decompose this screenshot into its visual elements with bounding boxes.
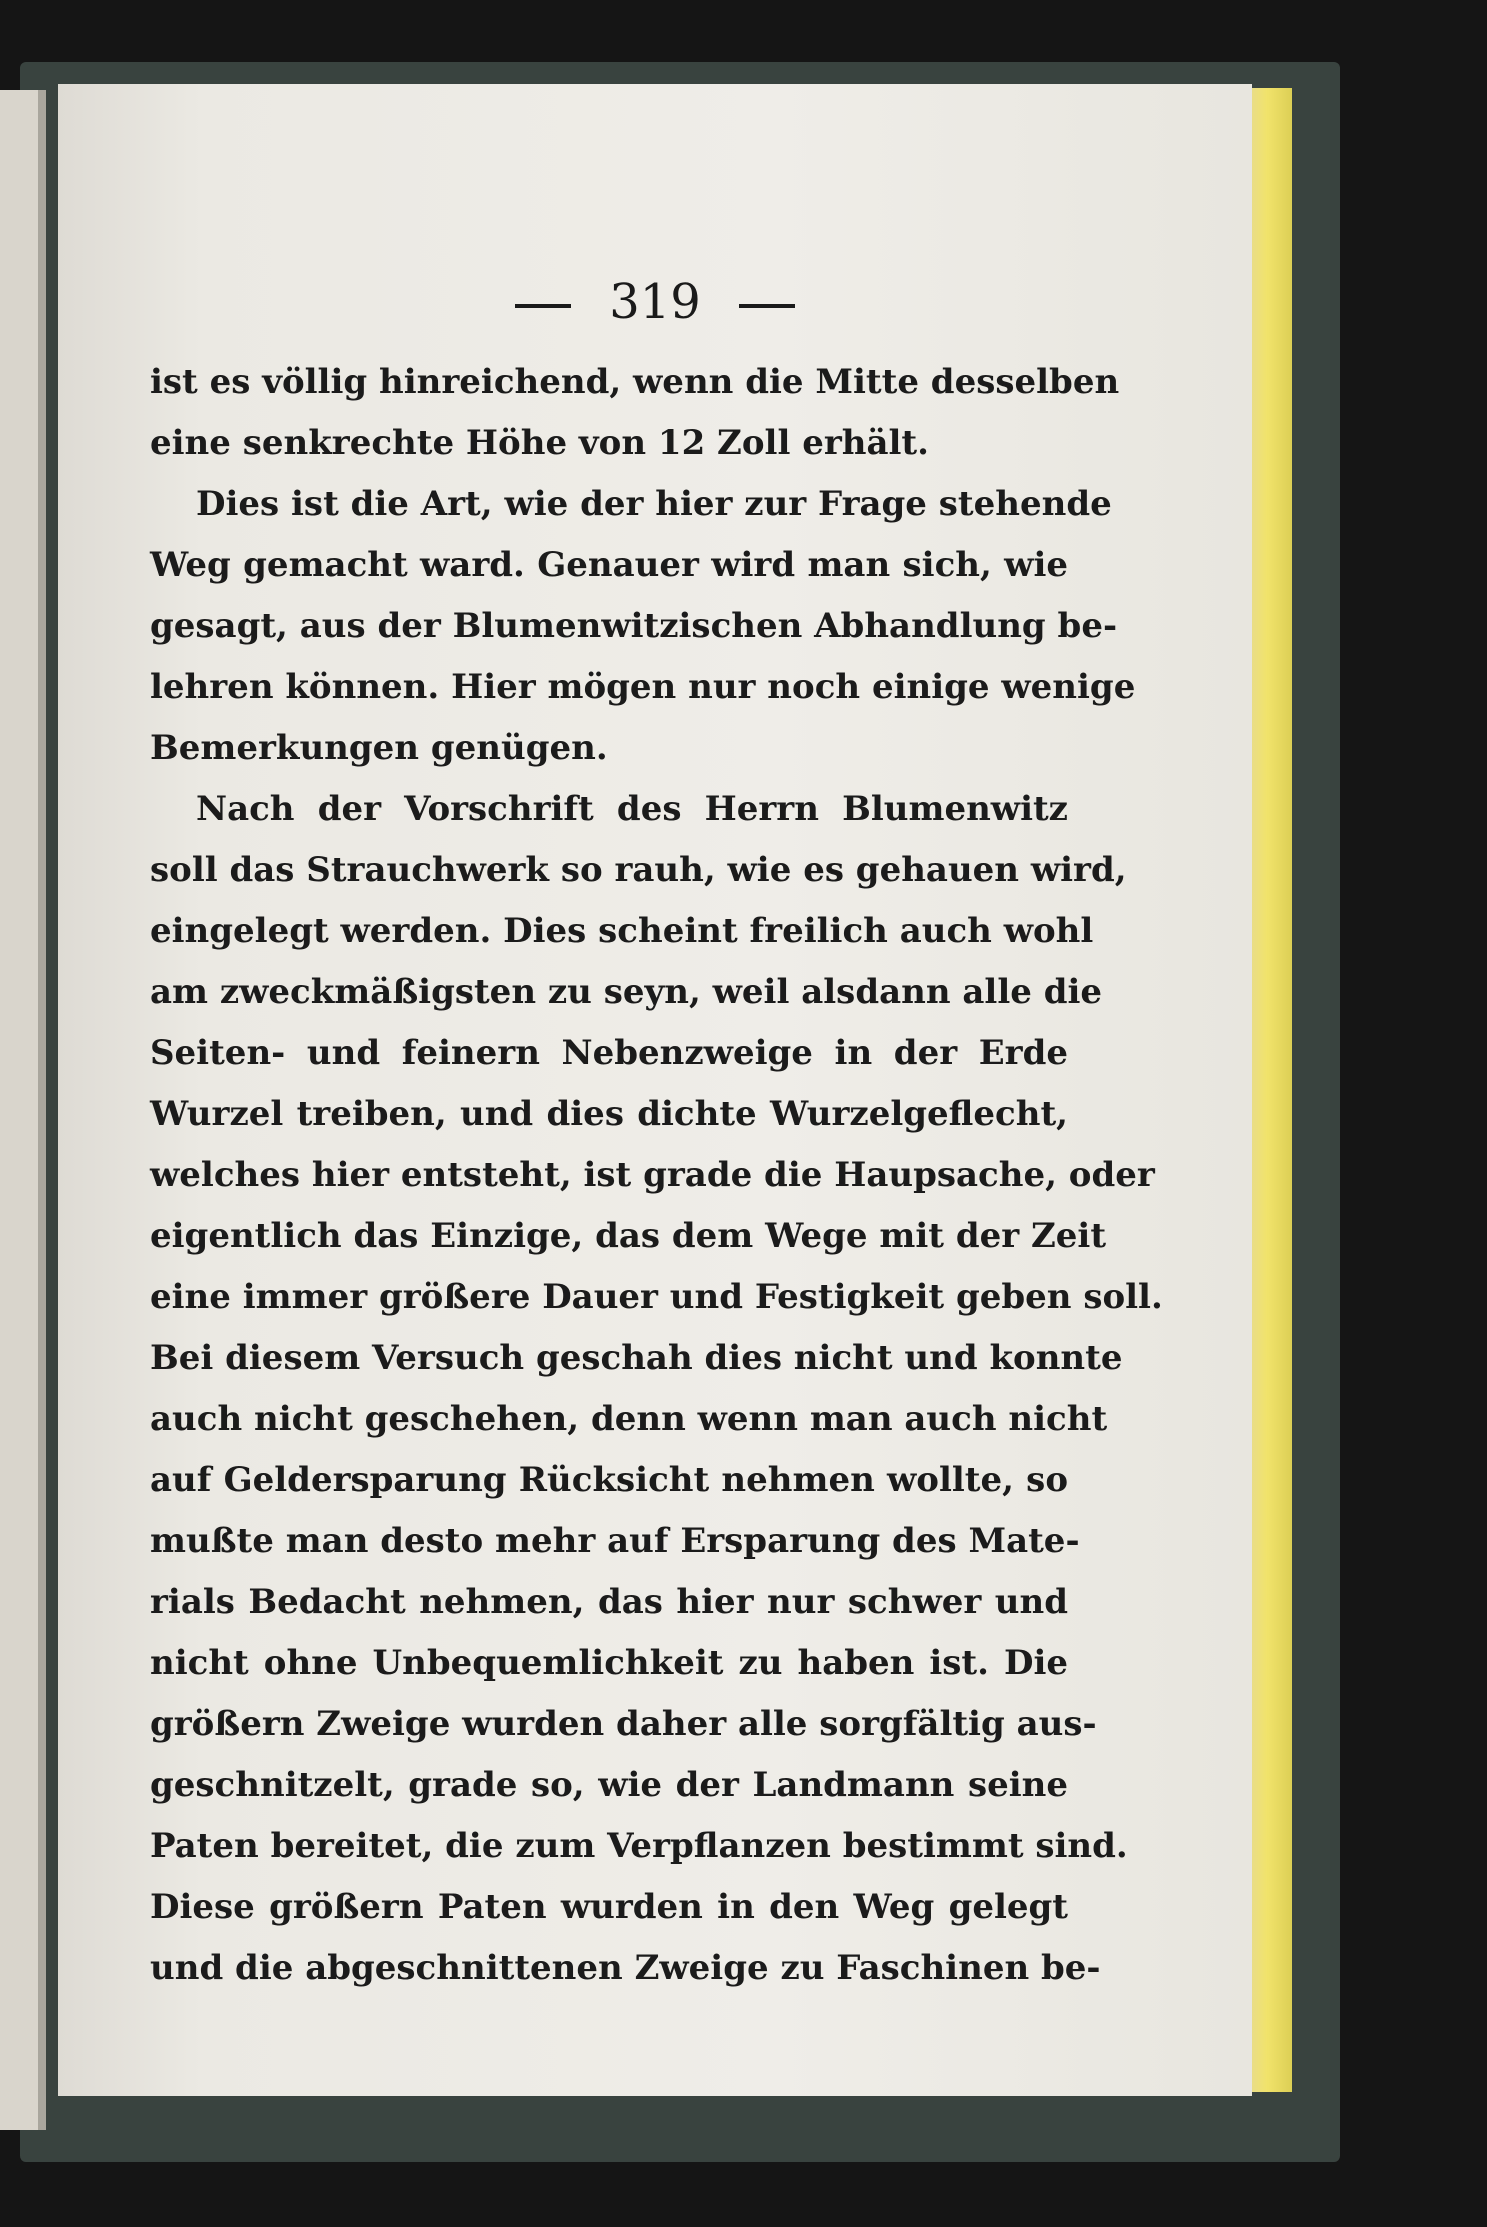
text-line: lehren können. Hier mögen nur noch einige wenige xyxy=(150,667,1136,707)
previous-page-strip xyxy=(0,90,40,2130)
text-line: Bemerkungen genügen. xyxy=(150,728,608,768)
text-line: rials Bedacht nehmen, das hier nur schwer und xyxy=(150,1582,1068,1622)
text-line: Paten bereitet, die zum Verpflanzen bestimmt sind. xyxy=(150,1826,1128,1866)
page-text xyxy=(150,352,1163,1999)
page-number: 319 xyxy=(609,274,701,330)
header-dash-left xyxy=(515,304,571,308)
text-line: am zweckmäßigsten zu seyn, weil alsdann alle die xyxy=(150,972,1103,1012)
header-dash-right xyxy=(739,304,795,308)
text-line: und die abgeschnittenen Zweige zu Faschinen be- xyxy=(150,1948,1101,1988)
text-line: auch nicht geschehen, denn wenn man auch nicht xyxy=(150,1399,1108,1439)
text-line: Dies ist die Art, wie der hier zur Frage stehende xyxy=(196,484,1112,524)
book-page xyxy=(58,84,1252,2096)
text-line: welches hier entsteht, ist grade die Haupsache, oder xyxy=(150,1155,1155,1195)
page-header xyxy=(58,274,1252,330)
text-line: ist es völlig hinreichend, wenn die Mitte desselben xyxy=(150,362,1120,402)
text-line: Bei diesem Versuch geschah dies nicht und konnte xyxy=(150,1338,1123,1378)
text-line: mußte man desto mehr auf Ersparung des Mate- xyxy=(150,1521,1080,1561)
text-line: eine immer größere Dauer und Festigkeit geben soll. xyxy=(150,1277,1163,1317)
text-line: auf Geldersparung Rücksicht nehmen wollte, so xyxy=(150,1460,1068,1500)
text-line: eine senkrechte Höhe von 12 Zoll erhält. xyxy=(150,423,929,463)
page-edge-gilt xyxy=(1250,88,1292,2092)
text-line: Nach der Vorschrift des Herrn Blumenwitz xyxy=(196,789,1068,829)
text-line: geschnitzelt, grade so, wie der Landmann seine xyxy=(150,1765,1068,1805)
text-line: gesagt, aus der Blumenwitzischen Abhandlung be- xyxy=(150,606,1118,646)
text-line: Diese größern Paten wurden in den Weg gelegt xyxy=(150,1887,1068,1927)
text-line: nicht ohne Unbequemlichkeit zu haben ist. Die xyxy=(150,1643,1068,1683)
text-line: Weg gemacht ward. Genauer wird man sich, wie xyxy=(150,545,1068,585)
text-line: Wurzel treiben, und dies dichte Wurzelgeflecht, xyxy=(150,1094,1068,1134)
text-line: größern Zweige wurden daher alle sorgfältig aus- xyxy=(150,1704,1097,1744)
text-line: eigentlich das Einzige, das dem Wege mit der Zeit xyxy=(150,1216,1107,1256)
text-line: soll das Strauchwerk so rauh, wie es gehauen wird, xyxy=(150,850,1127,890)
gutter-shadow xyxy=(38,90,46,2130)
text-line: eingelegt werden. Dies scheint freilich auch wohl xyxy=(150,911,1094,951)
text-line: Seiten- und feinern Nebenzweige in der Erde xyxy=(150,1033,1068,1073)
